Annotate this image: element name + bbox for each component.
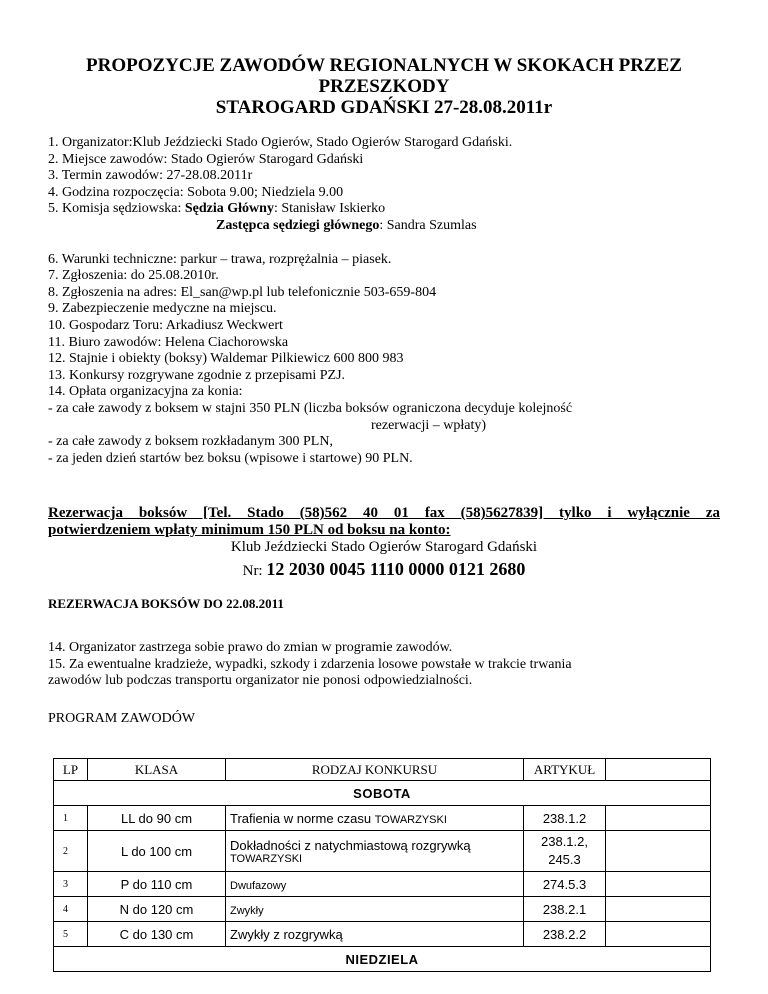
- info-start-time: 4. Godzina rozpoczęcia: Sobota 9.00; Niedziela 9.00: [48, 184, 344, 200]
- artykul-line-1: 238.1.2,: [541, 834, 588, 849]
- booking-line-2: potwierdzeniem wpłaty minimum 150 PLN od boksu na konto:: [48, 522, 451, 539]
- fee-one-day: - za jeden dzień startów bez boksu (wpisowe i startowe) 90 PLN.: [48, 450, 413, 466]
- info-section-2: [48, 252, 720, 468]
- booking-club: Klub Jeździecki Stado Ogierów Starogard Gdański: [230, 539, 538, 556]
- row-artykul: 238.1.2: [524, 806, 606, 831]
- row-empty: [606, 831, 711, 872]
- account-label: Nr:: [242, 563, 267, 580]
- fee-full-stable-cont: rezerwacji – wpłaty): [371, 417, 487, 433]
- header-lp: LP: [54, 759, 88, 781]
- account-value: 12 2030 0045 1110 0000 0121 2680: [266, 559, 526, 580]
- row-lp: 3: [54, 872, 88, 897]
- fee-full-portable: - za całe zawody z boksem rozkładanym 300 PLN,: [48, 434, 333, 450]
- row-rodzaj: [226, 922, 524, 947]
- rodzaj-small: TOWARZYSKI: [374, 813, 447, 826]
- info-office: 11. Biuro zawodów: Helena Ciachorowska: [48, 334, 289, 350]
- row-klasa: LL do 90 cm: [88, 806, 226, 831]
- info-entries-deadline: 7. Zgłoszenia: do 25.08.2010r.: [48, 268, 219, 284]
- title-line-3: STAROGARD GDAŃSKI 27-28.08.2011r: [215, 97, 553, 118]
- row-lp: 4: [54, 897, 88, 922]
- rodzaj-small: TOWARZYSKI: [230, 852, 303, 865]
- fee-full-stable: - za całe zawody z boksem w stajni 350 PLN (liczba boksów ograniczona decyduje kolejność: [48, 400, 573, 416]
- header-rodzaj: RODZAJ KONKURSU: [226, 759, 524, 781]
- chief-judge-name: : Stanisław Iskierko: [273, 201, 386, 217]
- info-organizer: 1. Organizator:Klub Jeździecki Stado Ogierów, Stado Ogierów Starogard Gdański.: [48, 135, 513, 150]
- rodzaj-small: Dwufazowy: [230, 879, 287, 892]
- booking-notice: [48, 505, 720, 539]
- info-date: 3. Termin zawodów: 27-28.08.2011r: [48, 168, 253, 184]
- row-rodzaj: [226, 872, 524, 897]
- header-artykul: ARTYKUŁ: [524, 759, 606, 781]
- chief-judge-label: Sędzia Główny: [184, 201, 274, 217]
- row-lp: 5: [54, 922, 88, 947]
- table-row: [54, 922, 711, 947]
- header-klasa: KLASA: [88, 759, 226, 781]
- row-artykul: 238.2.1: [524, 897, 606, 922]
- info-liability: 15. Za ewentualne kradzieże, wypadki, szkody i zdarzenia losowe powstałe w trakcie trwania: [48, 656, 572, 672]
- program-table: [53, 758, 711, 972]
- booking-deadline: REZERWACJA BOKSÓW DO 22.08.2011: [48, 596, 284, 612]
- day-sunday: NIEDZIELA: [54, 947, 711, 972]
- table-row: [54, 831, 711, 872]
- row-empty: [606, 806, 711, 831]
- info-technical: 6. Warunki techniczne: parkur – trawa, rozprężalnia – piasek.: [48, 251, 392, 267]
- info-deputy-judge: [48, 218, 720, 235]
- info-liability-cont: zawodów lub podczas transportu organizator nie ponosi odpowiedzialności.: [48, 673, 473, 689]
- info-changes: 14. Organizator zastrzega sobie prawo do zmian w programie zawodów.: [48, 640, 453, 656]
- info-stables: 12. Stajnie i obiekty (boksy) Waldemar Pilkiewicz 600 800 983: [48, 351, 404, 367]
- booking-line-1: Rezerwacja boksów [Tel. Stado (58)562 40 01 fax (58)5627839] tylko i wyłącznie za: [48, 505, 720, 522]
- row-klasa: P do 110 cm: [88, 872, 226, 897]
- rodzaj-main: Dokładności z natychmiastową rozgrywką: [230, 837, 471, 853]
- table-row: [54, 897, 711, 922]
- table-row: [54, 872, 711, 897]
- day-row-saturday: [54, 781, 711, 806]
- rodzaj-small: Zwykły: [230, 904, 264, 917]
- info-medical: 9. Zabezpieczenie medyczne na miejscu.: [48, 301, 277, 317]
- rodzaj-main: Zwykły z rozgrywką: [230, 926, 343, 942]
- judges-prefix: 5. Komisja sędziowska:: [48, 201, 185, 217]
- info-judges: [48, 201, 720, 218]
- header-empty: [606, 759, 711, 781]
- row-rodzaj: [226, 897, 524, 922]
- row-rodzaj: [226, 831, 524, 872]
- row-klasa: N do 120 cm: [88, 897, 226, 922]
- row-artykul: 238.2.2: [524, 922, 606, 947]
- row-rodzaj: [226, 806, 524, 831]
- title-line-2: PRZESZKODY: [318, 76, 450, 97]
- account-number: [48, 558, 720, 582]
- row-lp: 1: [54, 806, 88, 831]
- deputy-judge-name: : Sandra Szumlas: [379, 217, 477, 233]
- info-entries-contact: 8. Zgłoszenia na adres: El_san@wp.pl lub telefonicznie 503-659-804: [48, 284, 437, 300]
- row-lp: 2: [54, 831, 88, 872]
- table-row: [54, 806, 711, 831]
- info-rules: 13. Konkursy rozgrywane zgodnie z przepisami PZJ.: [48, 367, 346, 383]
- day-row-sunday: [54, 947, 711, 972]
- row-artykul: 274.5.3: [524, 872, 606, 897]
- table-header-row: [54, 759, 711, 781]
- info-venue: 2. Miejsce zawodów: Stado Ogierów Starogard Gdański: [48, 151, 364, 167]
- row-empty: [606, 922, 711, 947]
- info-course-host: 10. Gospodarz Toru: Arkadiusz Weckwert: [48, 317, 283, 333]
- row-artykul: [524, 831, 606, 872]
- deputy-judge-label: Zastępca sędziegi głównego: [216, 217, 380, 233]
- artykul-line-2: 245.3: [548, 852, 581, 867]
- document-title: [48, 55, 720, 118]
- document-page: [48, 0, 720, 727]
- row-klasa: L do 100 cm: [88, 831, 226, 872]
- info-section-3: [48, 640, 720, 690]
- row-klasa: C do 130 cm: [88, 922, 226, 947]
- info-fee-title: 14. Opłata organizacyjna za konia:: [48, 384, 243, 400]
- title-line-1: PROPOZYCJE ZAWODÓW REGIONALNYCH W SKOKACH PRZEZ: [86, 55, 682, 76]
- rodzaj-main: Trafienia w norme czasu: [230, 810, 372, 826]
- day-saturday: SOBOTA: [54, 781, 711, 806]
- program-title: PROGRAM ZAWODÓW: [48, 711, 196, 727]
- info-section-1: [48, 135, 720, 235]
- row-empty: [606, 872, 711, 897]
- row-empty: [606, 897, 711, 922]
